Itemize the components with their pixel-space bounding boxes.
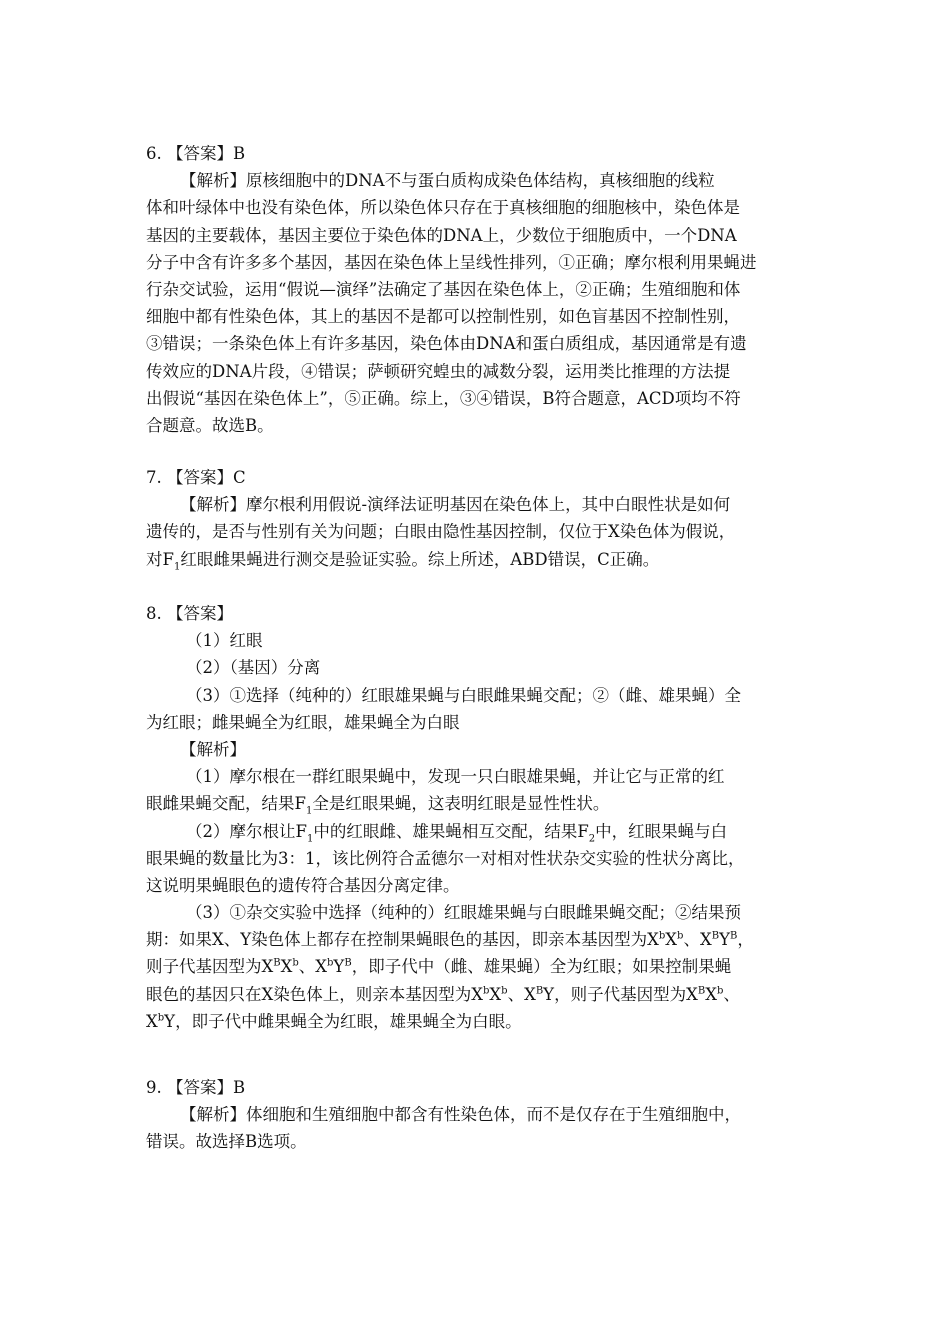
genotype: $X^BX^b$ <box>261 957 299 977</box>
analysis-line: 遗传的，是否与性别有关为问题；白眼由隐性基因控制，仅位于X染色体为假说， <box>146 522 736 542</box>
answer-part-3: （3）①选择（纯种的）红眼雄果蝇与白眼雌果蝇交配；②（雌、雄果蝇）全 <box>186 685 741 705</box>
analysis-line: 体和叶绿体中也没有染色体，所以染色体只存在于真核细胞的细胞核中，染色体是 <box>146 198 740 218</box>
answer-part-3-cont: 为红眼；雌果蝇全为红眼，雄果蝇全为白眼 <box>146 712 460 732</box>
genotype: $X^bX^b$ <box>471 984 508 1004</box>
analysis-line: 【解析】原核细胞中的DNA不与蛋白质构成染色体结构，真核细胞的线粒 <box>180 171 715 191</box>
analysis-line: 【解析】体细胞和生殖细胞中都含有性染色体，而不是仅存在于生殖细胞中， <box>180 1105 741 1125</box>
analysis-line: $X^bY$，即子代中雌果蝇全为红眼，雄果蝇全为白眼。 <box>146 1011 522 1031</box>
analysis-line: ③错误；一条染色体上有许多基因，染色体由DNA和蛋白质组成，基因通常是有遗 <box>146 334 747 354</box>
analysis-line: 【解析】摩尔根利用假说-演绎法证明基因在染色体上，其中白眼性状是如何 <box>180 495 731 515</box>
analysis-line: 合题意。故选B。 <box>146 415 274 435</box>
genotype: $X^BY^B$ <box>699 930 738 950</box>
analysis-line: 对$F_1$红眼雌果蝇进行测交是验证实验。综上所述，ABD错误，C正确。 <box>146 549 660 572</box>
genotype: $X^bY$ <box>146 1011 176 1031</box>
answer-part-2: （2）（基因）分离 <box>186 658 321 678</box>
analysis-line: （3）①杂交实验中选择（纯种的）红眼雄果蝇与白眼雌果蝇交配；②结果预 <box>186 903 741 923</box>
analysis-label: 【解析】 <box>180 739 246 759</box>
answer-line: 6. 【答案】B <box>146 144 246 163</box>
analysis-line: 行杂交试验，运用“假说—演绎”法确定了基因在染色体上，②正确；生殖细胞和体 <box>146 279 741 299</box>
genotype: $X^bY^B$ <box>315 957 352 977</box>
analysis-line: 这说明果蝇眼色的遗传符合基因分离定律。 <box>146 875 460 895</box>
answer-line: 9. 【答案】B <box>146 1078 246 1097</box>
answer-part-1: （1）红眼 <box>186 631 263 651</box>
analysis-line: 细胞中都有性染色体，其上的基因不是都可以控制性别，如色盲基因不控制性别， <box>146 307 740 327</box>
analysis-line: 则子代基因型为$X^BX^b$、$X^bY^B$，即子代中（雌、雄果蝇）全为红眼；如果控制果蝇 <box>146 957 732 977</box>
analysis-line: （1）摩尔根在一群红眼果蝇中，发现一只白眼雄果蝇，并让它与正常的红 <box>186 767 725 787</box>
genotype: $X^bX^b$ <box>647 930 684 950</box>
analysis-line: 分子中含有许多多个基因，基因在染色体上呈线性排列，①正确；摩尔根利用果蝇进 <box>146 252 757 272</box>
analysis-line: 出假说“基因在染色体上”，⑤正确。综上，③④错误，B符合题意，ACD项均不符 <box>146 388 741 408</box>
genotype: $X^BX^b$ <box>686 984 724 1004</box>
analysis-line: 基因的主要载体，基因主要位于染色体的DNA上，少数位于细胞质中，一个DNA <box>146 225 737 245</box>
analysis-line: 眼雌果蝇交配，结果$F_1$全是红眼果蝇，这表明红眼是显性性状。 <box>146 794 610 817</box>
analysis-line: 眼色的基因只在X染色体上，则亲本基因型为$X^bX^b$、$X^BY$，则子代基因型为$X^BX^b$、 <box>146 984 740 1004</box>
analysis-line: 眼果蝇的数量比为3：1，该比例符合孟德尔一对相对性状杂交实验的性状分离比， <box>146 848 745 868</box>
answer-line: 7. 【答案】C <box>146 468 246 487</box>
analysis-line: 传效应的DNA片段，④错误；萨顿研究蝗虫的减数分裂，运用类比推理的方法提 <box>146 361 731 381</box>
question-6 <box>146 140 808 439</box>
question-8 <box>146 600 808 1035</box>
question-9 <box>146 1074 808 1156</box>
answer-line: 8. 【答案】 <box>146 604 233 623</box>
analysis-line: （2）摩尔根让$F_1$中的红眼雌、雄果蝇相互交配，结果$F_2$中，红眼果蝇与白 <box>186 821 728 844</box>
analysis-line: 期：如果X、Y染色体上都存在控制果蝇眼色的基因，即亲本基因型为$X^bX^b$、$X^BY^B$， <box>146 930 754 950</box>
genotype: $X^BY$ <box>524 984 555 1004</box>
analysis-line: 错误。故选择B选项。 <box>146 1132 307 1152</box>
question-7 <box>146 464 808 573</box>
